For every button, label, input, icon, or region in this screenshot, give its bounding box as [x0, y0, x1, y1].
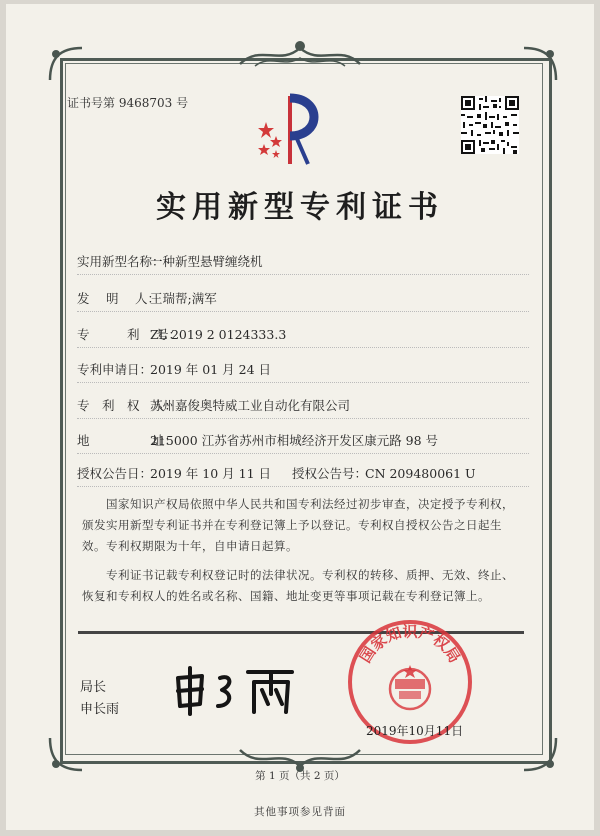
field-value: 王瑞帮;满军: [150, 291, 217, 306]
field-label: 发 明 人：: [77, 291, 160, 306]
field-label: 专利申请日：: [77, 362, 153, 377]
divider: [77, 418, 529, 419]
field-value: 2019 年 01 月 24 日: [150, 362, 271, 377]
signatory-title: 局长: [80, 680, 107, 695]
divider: [77, 453, 529, 454]
patent-office-logo-icon: [250, 92, 330, 168]
decision-paragraph: 国家知识产权局依照中华人民共和国专利法经过初步审查，决定授予专利权，颁发实用新型专利证书并在专利登记簿上予以登记。专利权自授权公告之日起生效。专利权期限为十年，自申请日起算。: [82, 497, 514, 553]
signatory-name: 申长雨: [80, 702, 120, 717]
field-value: 一种新型悬臂缠绕机: [150, 254, 263, 269]
certificate-number-suffix: 号: [176, 96, 189, 110]
field-row-application-date: [77, 360, 271, 378]
field-row-grant: [77, 464, 476, 482]
top-ornament-icon: [235, 36, 365, 72]
svg-text:国家知识产权局: 国家知识产权局: [356, 622, 464, 667]
grant-date-value: 2019 年 10 月 11 日: [150, 466, 271, 481]
field-row-patent-number: [77, 325, 286, 343]
field-label: 专 利 权 人：: [77, 398, 178, 413]
legal-status-paragraph: 专利证书记载专利权登记时的法律状况。专利权的转移、质押、无效、终止、恢复和专利权人的姓名或名称、国籍、地址变更等事项记载在专利登记簿上。: [82, 568, 514, 603]
field-label: 实用新型名称：: [77, 254, 165, 269]
certificate-number: [67, 94, 188, 111]
field-row-patentee: [77, 396, 350, 414]
grant-date-label: 授权公告日：: [77, 466, 153, 481]
field-value: 苏州嘉俊奥特威工业自动化有限公司: [150, 398, 351, 413]
handwritten-signature-icon: [172, 664, 302, 716]
corner-ornament-icon: [46, 44, 86, 84]
back-note: 其他事项参见背面: [254, 806, 346, 818]
grant-number-label: 授权公告号：: [292, 466, 368, 481]
certificate-number-label: 证书号第: [67, 96, 116, 110]
divider: [77, 382, 529, 383]
certificate-title: 实用新型专利证书: [156, 190, 444, 225]
qr-code-icon: [461, 96, 519, 154]
divider: [77, 274, 529, 275]
corner-ornament-icon: [520, 44, 560, 84]
signatory: [80, 677, 119, 721]
divider: [77, 347, 529, 348]
field-value: ZL 2019 2 0124333.3: [150, 327, 287, 342]
divider: [77, 311, 529, 312]
field-label: 专 利 号：: [77, 327, 181, 342]
field-row-inventor: [77, 289, 217, 307]
grant-number-value: CN 209480061 U: [365, 466, 476, 481]
field-value: 215000 江苏省苏州市相城经济开发区康元路 98 号: [150, 433, 439, 448]
divider: [77, 486, 529, 487]
page-number: 第 1 页（共 2 页）: [255, 770, 345, 782]
field-row-address: [77, 431, 438, 449]
seal-date: 2019年10月11日: [366, 724, 464, 738]
field-label: 地 址：: [77, 433, 178, 448]
certificate-number-value: 9468703: [118, 96, 173, 110]
field-row-utility-model-name: [77, 252, 263, 270]
